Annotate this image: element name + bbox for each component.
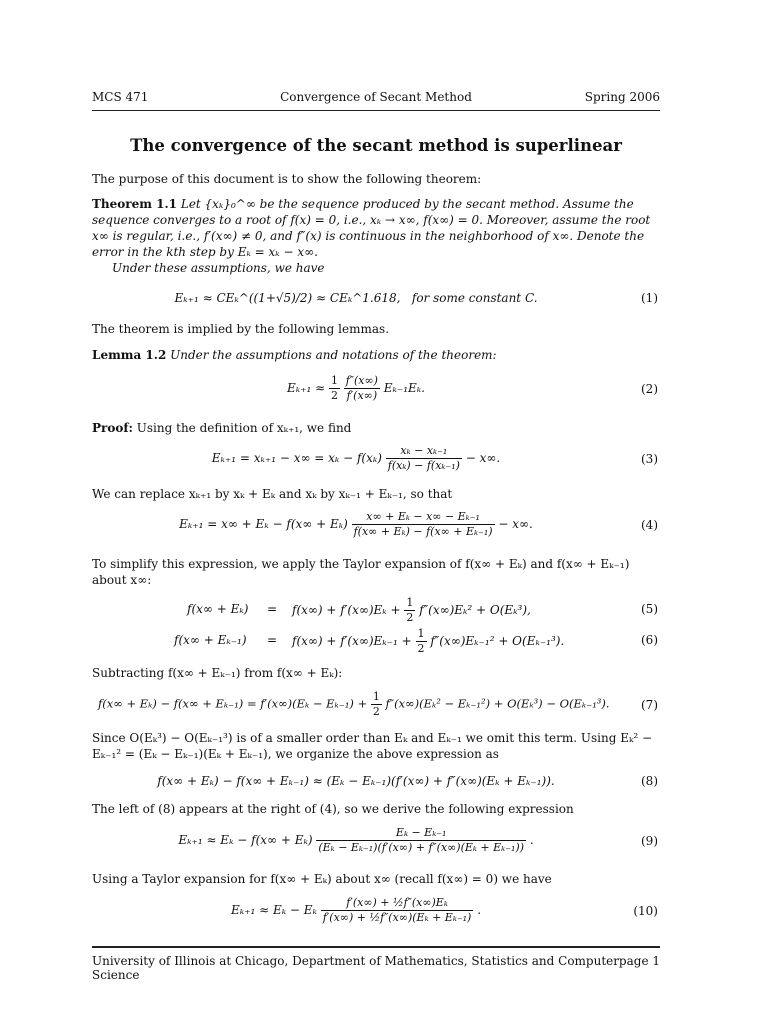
eq1-note: for some constant C. xyxy=(411,291,538,305)
equation-8 xyxy=(92,774,660,792)
eq6-number: (6) xyxy=(641,633,658,647)
equation-1 xyxy=(92,291,660,311)
eq6-half xyxy=(416,627,427,656)
eq5-number: (5) xyxy=(641,602,658,616)
theorem-under: Under these assumptions, we have xyxy=(112,261,325,275)
eq2-half-num: 1 xyxy=(330,374,338,387)
eq7-half xyxy=(371,690,382,719)
lemma-label: Lemma 1.2 xyxy=(92,348,167,362)
page-title: The convergence of the secant method is superlinear xyxy=(130,136,622,155)
equation-7 xyxy=(92,690,660,720)
equation-10 xyxy=(92,896,660,930)
eq7-half-den: 2 xyxy=(372,705,380,718)
simplify-paragraph: To simplify this expression, we apply the Taylor expansion of f(x∞ + Eₖ) and f(x∞ + Eₖ₋₁) about x∞: xyxy=(92,557,630,587)
eq3-number: (3) xyxy=(641,452,658,466)
proof-block xyxy=(92,420,660,436)
eq2-number: (2) xyxy=(641,382,658,396)
eq2-lhs: Eₖ₊₁ ≈ xyxy=(286,381,326,395)
eq2-rhs: Eₖ₋₁Eₖ. xyxy=(383,381,425,395)
implied-paragraph: The theorem is implied by the following lemmas. xyxy=(92,322,390,336)
theorem-text: Let {xₖ}₀^∞ be the sequence produced by the secant method. Assume the sequence converges to a root of f(x) = 0, i.e., xₖ → x∞, f(x∞) = 0. Moreover, assume the root x∞ is regular, i.e., f′(x∞) ≠ 0, and f″(x) is continuous in the neighborhood of x∞. Denote the error in the kth step by Eₖ = xₖ − x∞. xyxy=(92,197,651,259)
equation-5 xyxy=(92,596,660,626)
proof-label: Proof: xyxy=(92,421,133,435)
subtracting-paragraph: Subtracting f(x∞ + Eₖ₋₁) from f(x∞ + Eₖ): xyxy=(92,666,343,680)
header-topic: Convergence of Secant Method xyxy=(280,90,472,104)
eq5-half xyxy=(404,596,415,625)
eq4-lhs: Eₖ₊₁ = x∞ + Eₖ − f(x∞ + Eₖ) xyxy=(179,517,348,531)
eq7-half-num: 1 xyxy=(372,690,380,703)
eq6-half-num: 1 xyxy=(417,627,425,640)
lemma-text: Under the assumptions and notations of the theorem: xyxy=(170,348,497,362)
eq9-denominator: (Eₖ − Eₖ₋₁)(f′(x∞) + f″(x∞)(Eₖ + Eₖ₋₁)) xyxy=(318,841,524,854)
eq5-rhs-b: f″(x∞)Eₖ² + O(Eₖ³), xyxy=(419,603,531,617)
eq5-lhs: f(x∞ + Eₖ) xyxy=(187,602,249,616)
eq9-numerator: Eₖ − Eₖ₋₁ xyxy=(316,826,526,841)
eq2-denominator: f′(x∞) xyxy=(346,389,378,402)
eq10-lhs: Eₖ₊₁ ≈ Eₖ − Eₖ xyxy=(230,903,317,917)
eq2-fraction xyxy=(344,374,380,403)
header-term: Spring 2006 xyxy=(584,90,660,104)
eq4-denominator: f(x∞ + Eₖ) − f(x∞ + Eₖ₋₁) xyxy=(353,525,493,538)
eq3-lhs: Eₖ₊₁ = xₖ₊₁ − x∞ = xₖ − f(xₖ) xyxy=(211,451,382,465)
eq4-fraction xyxy=(352,510,495,539)
theorem-block xyxy=(92,196,660,276)
eq4-numerator: x∞ + Eₖ − x∞ − Eₖ₋₁ xyxy=(352,510,495,525)
eq5-rhs-a: f(x∞) + f′(x∞)Eₖ + xyxy=(292,603,401,617)
eq7-rhs: f″(x∞)(Eₖ² − Eₖ₋₁²) + O(Eₖ³) − O(Eₖ₋₁³). xyxy=(385,696,610,711)
eq9-number: (9) xyxy=(641,834,658,848)
eq1-expression: Eₖ₊₁ ≈ CEₖ^((1+√5)/2) ≈ CEₖ^1.618, xyxy=(174,291,401,305)
eq6-half-den: 2 xyxy=(417,642,425,655)
eq5-equals: = xyxy=(267,602,278,616)
footer-page-number: page 1 xyxy=(618,954,660,968)
page-footer xyxy=(92,954,660,982)
eq6-rhs-a: f(x∞) + f′(x∞)Eₖ₋₁ + xyxy=(292,634,412,648)
eq3-denominator: f(xₖ) − f(xₖ₋₁) xyxy=(387,459,460,472)
theorem-label: Theorem 1.1 xyxy=(92,197,178,211)
footer-institution: University of Illinois at Chicago, Department of Mathematics, Statistics and Computer Science xyxy=(92,954,619,982)
eq9-rhs: . xyxy=(529,833,534,847)
eq4-rhs: − x∞. xyxy=(498,517,533,531)
running-header xyxy=(92,90,660,108)
eq10-rhs: . xyxy=(477,903,482,917)
eq2-half xyxy=(329,374,340,403)
eq10-fraction xyxy=(321,896,474,925)
lemma-block xyxy=(92,347,660,363)
equation-3 xyxy=(92,444,660,478)
eq9-fraction xyxy=(316,826,526,855)
proof-text: Using the definition of xₖ₊₁, we find xyxy=(136,421,352,435)
since-paragraph: Since O(Eₖ³) − O(Eₖ₋₁³) is of a smaller order than Eₖ and Eₖ₋₁ we omit this term. Using Eₖ² − Eₖ₋₁² = (Eₖ − Eₖ₋₁)(Eₖ + Eₖ₋₁), we organize the above expression as xyxy=(92,731,653,761)
equation-4 xyxy=(92,510,660,544)
header-rule xyxy=(92,110,660,111)
eq7-lhs: f(x∞ + Eₖ) − f(x∞ + Eₖ₋₁) = f′(x∞)(Eₖ − Eₖ₋₁) + xyxy=(98,696,368,711)
eq6-lhs: f(x∞ + Eₖ₋₁) xyxy=(174,633,247,647)
equation-6 xyxy=(92,627,660,657)
eq10-denominator: f′(x∞) + ½f″(x∞)(Eₖ + Eₖ₋₁) xyxy=(322,911,472,924)
eq1-number: (1) xyxy=(641,291,658,305)
eq2-half-den: 2 xyxy=(330,389,338,402)
eq8-expression: f(x∞ + Eₖ) − f(x∞ + Eₖ₋₁) ≈ (Eₖ − Eₖ₋₁)(f′(x∞) + f″(x∞)(Eₖ + Eₖ₋₁)). xyxy=(157,774,555,788)
eq6-equals: = xyxy=(267,633,278,647)
eq3-fraction xyxy=(386,444,462,473)
left-of-paragraph: The left of (8) appears at the right of (4), so we derive the following expression xyxy=(92,802,574,816)
footer-rule xyxy=(92,946,660,948)
eq8-number: (8) xyxy=(641,774,658,788)
eq5-half-num: 1 xyxy=(406,596,414,609)
replace-paragraph: We can replace xₖ₊₁ by xₖ + Eₖ and xₖ by xₖ₋₁ + Eₖ₋₁, so that xyxy=(92,487,453,501)
taylor-paragraph: Using a Taylor expansion for f(x∞ + Eₖ) about x∞ (recall f(x∞) = 0) we have xyxy=(92,872,552,886)
equation-2 xyxy=(92,374,660,408)
eq9-lhs: Eₖ₊₁ ≈ Eₖ − f(x∞ + Eₖ) xyxy=(178,833,313,847)
eq3-numerator: xₖ − xₖ₋₁ xyxy=(386,444,462,459)
eq2-numerator: f″(x∞) xyxy=(345,374,378,387)
intro-paragraph: The purpose of this document is to show the following theorem: xyxy=(92,172,482,186)
header-course: MCS 471 xyxy=(92,90,149,104)
eq7-number: (7) xyxy=(641,698,658,712)
equation-9 xyxy=(92,826,660,860)
eq5-half-den: 2 xyxy=(406,611,414,624)
eq10-numerator: f′(x∞) + ½f″(x∞)Eₖ xyxy=(321,896,474,911)
eq3-rhs: − x∞. xyxy=(465,451,501,465)
eq6-rhs-b: f″(x∞)Eₖ₋₁² + O(Eₖ₋₁³). xyxy=(430,634,565,648)
eq4-number: (4) xyxy=(641,518,658,532)
eq10-number: (10) xyxy=(633,904,658,918)
